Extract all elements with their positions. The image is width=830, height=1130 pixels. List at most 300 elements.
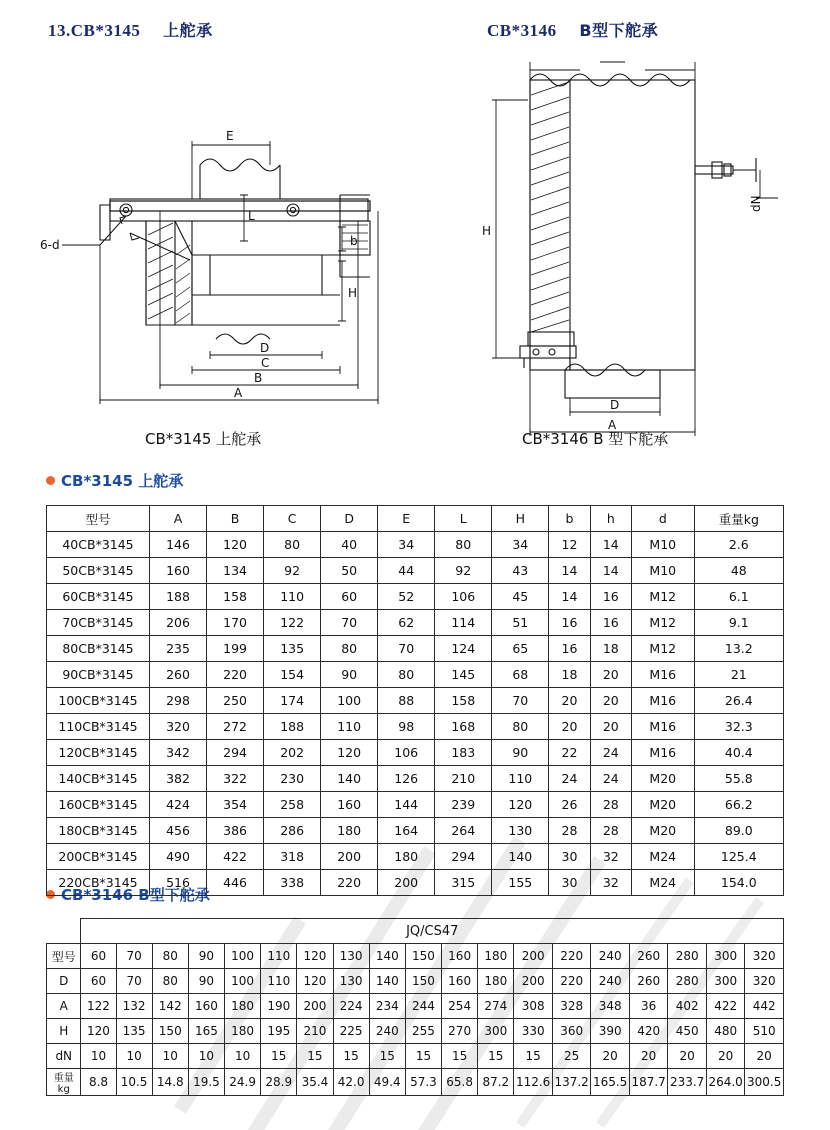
- cell-model: 120CB*3145: [47, 740, 150, 766]
- col-header: L: [435, 506, 492, 532]
- cell: 62: [378, 610, 435, 636]
- cell: 10: [81, 1044, 116, 1069]
- cell: 424: [150, 792, 207, 818]
- cell: 220: [207, 662, 264, 688]
- cell: 89.0: [694, 818, 783, 844]
- cell-model: 140CB*3145: [47, 766, 150, 792]
- cell: 120: [81, 1019, 116, 1044]
- cell-model: 90CB*3145: [47, 662, 150, 688]
- page-title-right: [487, 18, 658, 41]
- cell: 2.6: [694, 532, 783, 558]
- cell: 154.0: [694, 870, 783, 896]
- cell: 110: [264, 584, 321, 610]
- cell: 15: [369, 1044, 405, 1069]
- cell: 43: [492, 558, 549, 584]
- cell: 300: [706, 969, 745, 994]
- cell: 30: [549, 870, 590, 896]
- section-title-1: [46, 470, 183, 491]
- cell-model: 100CB*3145: [47, 688, 150, 714]
- cell: 24.9: [225, 1069, 261, 1096]
- span-header: JQ/CS47: [81, 919, 784, 944]
- cell: 402: [668, 994, 707, 1019]
- cell: 15: [478, 1044, 514, 1069]
- page-title-left: [48, 18, 213, 41]
- cell: 135: [264, 636, 321, 662]
- figure-caption-left: CB*3145 上舵承: [145, 430, 262, 448]
- cell: 60: [81, 944, 116, 969]
- cell: M20: [631, 818, 694, 844]
- cell: 60: [321, 584, 378, 610]
- cell: 126: [378, 766, 435, 792]
- cell: 456: [150, 818, 207, 844]
- cell: 16: [590, 584, 631, 610]
- cell: 20: [706, 1044, 745, 1069]
- table-row: [47, 944, 784, 969]
- cell: 92: [435, 558, 492, 584]
- row-header: H: [47, 1019, 81, 1044]
- cell: 10: [225, 1044, 261, 1069]
- cell: 45: [492, 584, 549, 610]
- cell: 15: [261, 1044, 297, 1069]
- cell: 255: [405, 1019, 441, 1044]
- dim-label-C: C: [261, 356, 270, 370]
- cell: 338: [264, 870, 321, 896]
- cell: 280: [668, 944, 707, 969]
- title-left-code: 13.CB*3145: [48, 21, 141, 40]
- col-header: B: [207, 506, 264, 532]
- cell: 120: [492, 792, 549, 818]
- cell: 130: [333, 944, 369, 969]
- cell: 390: [591, 1019, 630, 1044]
- cell: 10.5: [116, 1069, 152, 1096]
- cell: 180: [478, 944, 514, 969]
- cell: 20: [549, 688, 590, 714]
- cell: 87.2: [478, 1069, 514, 1096]
- cell: 32: [590, 870, 631, 896]
- cell: 110: [261, 944, 297, 969]
- col-header: 型号: [47, 506, 150, 532]
- cell: 80: [152, 969, 188, 994]
- cell: 328: [552, 994, 591, 1019]
- cell: 165.5: [591, 1069, 630, 1096]
- cell: 88: [378, 688, 435, 714]
- cell: 28: [590, 792, 631, 818]
- cell: 90: [188, 969, 224, 994]
- cell: 180: [378, 844, 435, 870]
- col-header: H: [492, 506, 549, 532]
- col-header: E: [378, 506, 435, 532]
- title-right-code: CB*3146: [487, 21, 557, 40]
- cell: 18: [590, 636, 631, 662]
- cell: 15: [405, 1044, 441, 1069]
- cell: 135: [116, 1019, 152, 1044]
- cell: 124: [435, 636, 492, 662]
- col-header: A: [150, 506, 207, 532]
- cell: 28: [590, 818, 631, 844]
- cell: 18: [549, 662, 590, 688]
- cell: 298: [150, 688, 207, 714]
- cell: 154: [264, 662, 321, 688]
- dim-label-H: H: [348, 286, 358, 300]
- cell: 264.0: [706, 1069, 745, 1096]
- row-header: 型号: [47, 944, 81, 969]
- cell: 120: [321, 740, 378, 766]
- cell: 150: [405, 969, 441, 994]
- cell: 164: [378, 818, 435, 844]
- cell: 90: [188, 944, 224, 969]
- table-row: [47, 662, 784, 688]
- cell: 188: [150, 584, 207, 610]
- cell: 100: [321, 688, 378, 714]
- cell-model: 40CB*3145: [47, 532, 150, 558]
- table-row: [47, 740, 784, 766]
- dim-label-E: E: [226, 129, 234, 143]
- row-header: A: [47, 994, 81, 1019]
- cell: 294: [207, 740, 264, 766]
- title-right-cn: B型下舵承: [579, 21, 659, 40]
- cell: 264: [435, 818, 492, 844]
- cell: 122: [81, 994, 116, 1019]
- cell: 25: [552, 1044, 591, 1069]
- cell: 9.1: [694, 610, 783, 636]
- cell: 294: [435, 844, 492, 870]
- cell: 120: [207, 532, 264, 558]
- cell: 13.2: [694, 636, 783, 662]
- cell: 14.8: [152, 1069, 188, 1096]
- section-title-1-text: CB*3145 上舵承: [61, 472, 184, 490]
- cell: 140: [321, 766, 378, 792]
- cell: 20: [745, 1044, 784, 1069]
- col-header: D: [321, 506, 378, 532]
- cell: 19.5: [188, 1069, 224, 1096]
- cell: 150: [405, 944, 441, 969]
- cell: 55.8: [694, 766, 783, 792]
- cell: 195: [261, 1019, 297, 1044]
- cell: 35.4: [297, 1069, 333, 1096]
- cell-model: 60CB*3145: [47, 584, 150, 610]
- dim-label-B: B: [254, 371, 263, 385]
- row-header: D: [47, 969, 81, 994]
- dim-label-D-right: D: [610, 398, 620, 412]
- cell: M12: [631, 636, 694, 662]
- cell: 360: [552, 1019, 591, 1044]
- cell: 14: [549, 584, 590, 610]
- dim-label-L: L: [248, 209, 255, 223]
- col-header: h: [590, 506, 631, 532]
- cell: 16: [549, 610, 590, 636]
- cell-model: 200CB*3145: [47, 844, 150, 870]
- cell: 14: [590, 532, 631, 558]
- cell: M20: [631, 792, 694, 818]
- cell: 114: [435, 610, 492, 636]
- cell: M16: [631, 662, 694, 688]
- cell: 100: [225, 944, 261, 969]
- cell: 16: [590, 610, 631, 636]
- cell-model: 50CB*3145: [47, 558, 150, 584]
- cell: 420: [629, 1019, 668, 1044]
- cell: 202: [264, 740, 321, 766]
- dim-label-A-right: A: [608, 418, 617, 432]
- cell: 382: [150, 766, 207, 792]
- cell: 220: [321, 870, 378, 896]
- cell: 318: [264, 844, 321, 870]
- cell: 42.0: [333, 1069, 369, 1096]
- cell: 234: [369, 994, 405, 1019]
- cell: 286: [264, 818, 321, 844]
- cell: 160: [442, 944, 478, 969]
- cell: 300: [706, 944, 745, 969]
- cell: 168: [435, 714, 492, 740]
- cell: 240: [591, 944, 630, 969]
- table-row: [47, 792, 784, 818]
- cell-model: 110CB*3145: [47, 714, 150, 740]
- cell: 92: [264, 558, 321, 584]
- cell: 20: [590, 688, 631, 714]
- cell: 10: [116, 1044, 152, 1069]
- table-row: [47, 1044, 784, 1069]
- cell: 137.2: [552, 1069, 591, 1096]
- cell: 40: [321, 532, 378, 558]
- cell: 14: [590, 558, 631, 584]
- cell: 180: [225, 1019, 261, 1044]
- cell: 206: [150, 610, 207, 636]
- cell: 70: [492, 688, 549, 714]
- col-header: d: [631, 506, 694, 532]
- cell: 140: [369, 969, 405, 994]
- cell: 200: [321, 844, 378, 870]
- cell: 21: [694, 662, 783, 688]
- cell: 80: [152, 944, 188, 969]
- cell: 15: [333, 1044, 369, 1069]
- cell: 65.8: [442, 1069, 478, 1096]
- cell: 220: [552, 944, 591, 969]
- title-left-cn: 上舵承: [163, 21, 213, 40]
- cell: 322: [207, 766, 264, 792]
- dim-label-A: A: [234, 386, 243, 400]
- cell: M24: [631, 870, 694, 896]
- cell: 199: [207, 636, 264, 662]
- cell: 422: [706, 994, 745, 1019]
- cell: M12: [631, 610, 694, 636]
- cell: 348: [591, 994, 630, 1019]
- cell: 48: [694, 558, 783, 584]
- cell: 158: [207, 584, 264, 610]
- cell: 57.3: [405, 1069, 441, 1096]
- cell: 233.7: [668, 1069, 707, 1096]
- cell: 70: [116, 969, 152, 994]
- cell-model: 180CB*3145: [47, 818, 150, 844]
- cell: 155: [492, 870, 549, 896]
- cell: 158: [435, 688, 492, 714]
- cell: 354: [207, 792, 264, 818]
- cell: 20: [549, 714, 590, 740]
- cell: 235: [150, 636, 207, 662]
- cell: 150: [152, 1019, 188, 1044]
- table-row: [47, 610, 784, 636]
- cell: 200: [378, 870, 435, 896]
- cell: 240: [591, 969, 630, 994]
- cell: 32.3: [694, 714, 783, 740]
- cell: 183: [435, 740, 492, 766]
- cell: 308: [514, 994, 553, 1019]
- cell: 70: [378, 636, 435, 662]
- dim-label-dN: dN: [749, 195, 763, 212]
- cell: 22: [549, 740, 590, 766]
- cell: 34: [378, 532, 435, 558]
- cell: 170: [207, 610, 264, 636]
- cell-model: 80CB*3145: [47, 636, 150, 662]
- cell: 51: [492, 610, 549, 636]
- cell: 165: [188, 1019, 224, 1044]
- cell: 80: [378, 662, 435, 688]
- table-upper-bearing: [46, 505, 784, 896]
- cell: 20: [629, 1044, 668, 1069]
- col-header: C: [264, 506, 321, 532]
- cell: 230: [264, 766, 321, 792]
- cell: 320: [745, 969, 784, 994]
- cell: 44: [378, 558, 435, 584]
- cell: 34: [492, 532, 549, 558]
- cell: 70: [116, 944, 152, 969]
- cell: 200: [297, 994, 333, 1019]
- cell: 50: [321, 558, 378, 584]
- cell: 250: [207, 688, 264, 714]
- cell: 160: [150, 558, 207, 584]
- cell: 125.4: [694, 844, 783, 870]
- cell: 342: [150, 740, 207, 766]
- cell: 106: [378, 740, 435, 766]
- cell: 20: [590, 714, 631, 740]
- cell: 422: [207, 844, 264, 870]
- cell: 15: [297, 1044, 333, 1069]
- cell: 190: [261, 994, 297, 1019]
- cell: 145: [435, 662, 492, 688]
- cell: 254: [442, 994, 478, 1019]
- cell: 180: [225, 994, 261, 1019]
- cell: 240: [369, 1019, 405, 1044]
- table-lower-bearing: [46, 918, 784, 1096]
- table-row: [47, 688, 784, 714]
- dim-label-H-right: H: [482, 224, 492, 238]
- cell: 26: [549, 792, 590, 818]
- cell: 49.4: [369, 1069, 405, 1096]
- cell: 65: [492, 636, 549, 662]
- cell: 446: [207, 870, 264, 896]
- figure-caption-right: CB*3146 B 型下舵承: [522, 430, 669, 448]
- cell: 200: [514, 969, 553, 994]
- cell: 40.4: [694, 740, 783, 766]
- section-title-2-text: CB*3146 B型下舵承: [61, 886, 210, 904]
- cell: 16: [549, 636, 590, 662]
- cell: 225: [333, 1019, 369, 1044]
- cell: 224: [333, 994, 369, 1019]
- cell: 187.7: [629, 1069, 668, 1096]
- cell: M12: [631, 584, 694, 610]
- table-row: [47, 969, 784, 994]
- cell: 144: [378, 792, 435, 818]
- cell: 300.5: [745, 1069, 784, 1096]
- row-header: dN: [47, 1044, 81, 1069]
- cell: 480: [706, 1019, 745, 1044]
- cell: M10: [631, 532, 694, 558]
- cell: 386: [207, 818, 264, 844]
- dim-label-D: D: [260, 341, 270, 355]
- table-header-row: [47, 506, 784, 532]
- cell: M16: [631, 714, 694, 740]
- cell: 30: [549, 844, 590, 870]
- cell: 106: [435, 584, 492, 610]
- cell: 280: [668, 969, 707, 994]
- cell: 130: [492, 818, 549, 844]
- cell: 20: [591, 1044, 630, 1069]
- cell: 122: [264, 610, 321, 636]
- cell: 272: [207, 714, 264, 740]
- cell: 442: [745, 994, 784, 1019]
- cell: 28: [549, 818, 590, 844]
- cell: 20: [590, 662, 631, 688]
- cell-model: 160CB*3145: [47, 792, 150, 818]
- cell: 90: [492, 740, 549, 766]
- table-row: [47, 1019, 784, 1044]
- cell: 36: [629, 994, 668, 1019]
- cell: 320: [150, 714, 207, 740]
- cell: 10: [188, 1044, 224, 1069]
- cell: 274: [478, 994, 514, 1019]
- cell: 188: [264, 714, 321, 740]
- table-row: [47, 714, 784, 740]
- cell: 160: [321, 792, 378, 818]
- col-header: b: [549, 506, 590, 532]
- cell: 15: [442, 1044, 478, 1069]
- cell: 60: [81, 969, 116, 994]
- cell: 270: [442, 1019, 478, 1044]
- cell: M20: [631, 766, 694, 792]
- cell: 80: [492, 714, 549, 740]
- cell: 510: [745, 1019, 784, 1044]
- cell: 210: [297, 1019, 333, 1044]
- table-row: [47, 994, 784, 1019]
- cell: 100: [225, 969, 261, 994]
- cell: 160: [442, 969, 478, 994]
- cell: 120: [297, 969, 333, 994]
- cell: M24: [631, 844, 694, 870]
- cell: 26.4: [694, 688, 783, 714]
- drawing-lower-bearing: [460, 40, 800, 432]
- cell: 180: [321, 818, 378, 844]
- cell: 80: [321, 636, 378, 662]
- cell: 260: [150, 662, 207, 688]
- table-row: [47, 558, 784, 584]
- table-row: [47, 1069, 784, 1096]
- cell: 200: [514, 944, 553, 969]
- cell: 70: [321, 610, 378, 636]
- cell: 490: [150, 844, 207, 870]
- cell: 160: [188, 994, 224, 1019]
- cell: 24: [590, 740, 631, 766]
- cell: M10: [631, 558, 694, 584]
- cell: 516: [150, 870, 207, 896]
- cell: 140: [369, 944, 405, 969]
- cell: 132: [116, 994, 152, 1019]
- cell: 8.8: [81, 1069, 116, 1096]
- cell: 98: [378, 714, 435, 740]
- cell: 239: [435, 792, 492, 818]
- col-header: 重量kg: [694, 506, 783, 532]
- cell: 20: [668, 1044, 707, 1069]
- table-row: [47, 766, 784, 792]
- cell: 258: [264, 792, 321, 818]
- drawing-upper-bearing: [40, 55, 440, 420]
